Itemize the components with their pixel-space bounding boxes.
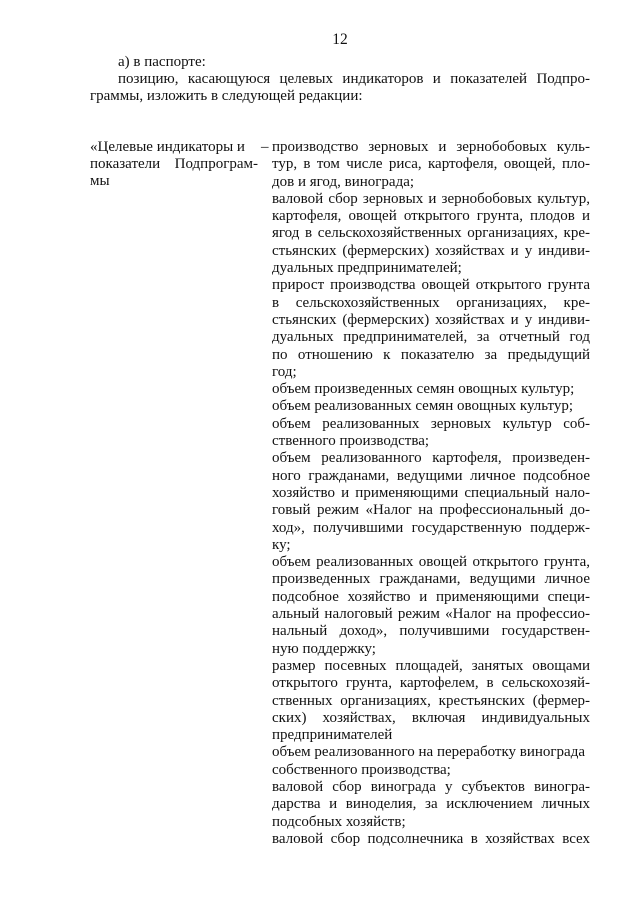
right-column-line: ного гражданами, ведущими личное подсобное [272, 467, 590, 484]
left-column-line: «Целевые индикаторы и [90, 139, 245, 155]
right-column-line: объем реализованного на переработку винограда [272, 744, 586, 761]
right-column-line: тур, в том числе риса, картофеля, овощей, пло- [272, 156, 590, 173]
right-column-line: валовой сбор винограда у субъектов виногра- [272, 778, 590, 795]
right-column-line: прирост производства овощей открытого грунта [272, 277, 590, 294]
right-column-line: дуальных предпринимателей; [272, 260, 462, 277]
right-column-line: размер посевных площадей, занятых овощами [272, 657, 590, 674]
right-column-line: предпринимателей [272, 727, 393, 744]
right-column-line: объем реализованных зерновых культур соб- [272, 415, 590, 432]
right-column-line: картофеля, овощей открытого грунта, плодов и [272, 208, 590, 225]
right-column-line: дуальных предпринимателей, за отчетный год [272, 329, 590, 346]
right-column-line: в сельскохозяйственных организациях, кре- [272, 294, 590, 311]
right-column-line: ственных организациях, крестьянских (фермер- [272, 692, 590, 709]
intro-line-2: позицию, касающуюся целевых индикаторов и показателей Подпро- [118, 71, 590, 87]
right-column-line: нальный доход», получившими государствен- [272, 623, 590, 640]
dash-separator: – [261, 139, 269, 155]
right-column-line: производство зерновых и зернобобовых куль- [272, 139, 590, 155]
right-column-line: объем реализованных семян овощных культур; [272, 398, 574, 415]
right-column-line: ских) хозяйствах, включая индивидуальных [272, 709, 590, 726]
right-column-line: говый режим «Налог на профессиональный до- [272, 502, 590, 519]
left-column-line: мы [90, 173, 110, 189]
right-column-line: ственного производства; [272, 433, 430, 450]
right-column-line: подсобных хозяйств; [272, 813, 406, 830]
right-column-line: открытого грунта, картофелем, в сельскохозяй- [272, 675, 590, 692]
right-column-line: стьянских (фермерских) хозяйствах и у индиви- [272, 242, 590, 259]
right-column-line: год; [272, 363, 297, 380]
right-column-line: стьянских (фермерских) хозяйствах и у индиви- [272, 311, 590, 328]
right-column-line: ягод в сельскохозяйственных организациях, кре- [272, 225, 590, 242]
right-column-line: валовой сбор зерновых и зернобобовых культур, [272, 190, 590, 207]
right-column-line: объем произведенных семян овощных культур; [272, 381, 575, 398]
page-number: 12 [332, 31, 348, 48]
right-column-line: объем реализованного картофеля, произведен- [272, 450, 590, 467]
right-column-line: хозяйство и применяющими специальный нало- [272, 484, 590, 501]
right-column-line: ход», получившими государственную поддерж- [272, 519, 590, 536]
right-column-line: альный налоговый режим «Налог на профессио- [272, 606, 590, 623]
right-column-line: ку; [272, 536, 291, 553]
right-column [272, 139, 590, 848]
intro-line-3: граммы, изложить в следующей редакции: [90, 88, 363, 104]
right-column-line: подсобное хозяйство и применяющими специ- [272, 588, 590, 605]
intro-line-1: а) в паспорте: [118, 54, 206, 70]
left-column [90, 139, 258, 190]
right-column-line: собственного производства; [272, 761, 451, 778]
right-column-line: дов и ягод, винограда; [272, 173, 415, 190]
right-column-line: дарства и виноделия, за исключением личных [272, 796, 590, 813]
right-column-line: объем реализованных овощей открытого грунта, [272, 554, 590, 571]
right-column-line: произведенных гражданами, ведущими личное [272, 571, 590, 588]
right-column-line: валовой сбор подсолнечника в хозяйствах всех [272, 830, 590, 847]
right-column-line: ную поддержку; [272, 640, 376, 657]
right-column-line: по отношению к показателю за предыдущий [272, 346, 590, 363]
left-column-line: показатели Подпрограм- [90, 156, 258, 172]
